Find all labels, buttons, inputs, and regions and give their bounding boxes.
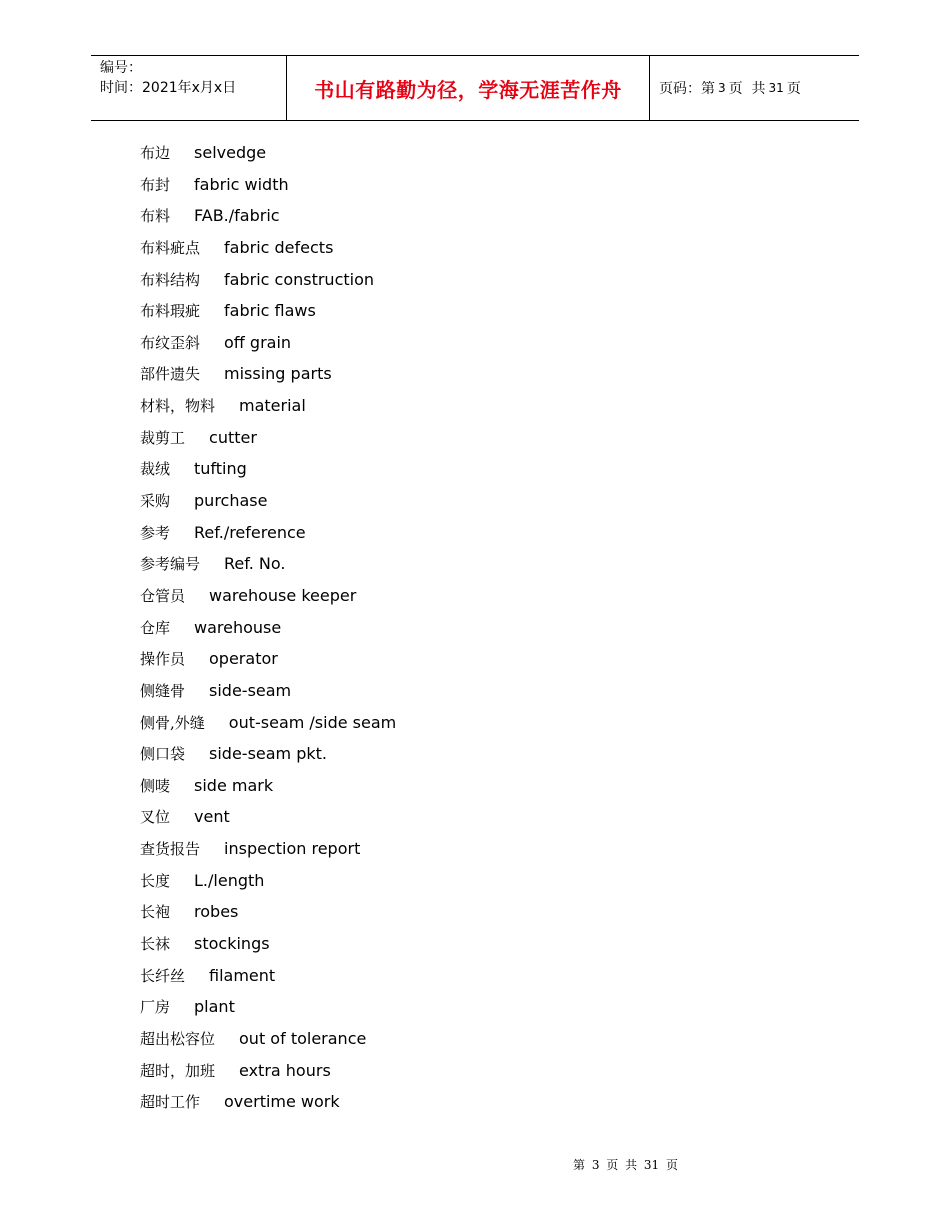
entry-english-term: missing parts bbox=[224, 364, 332, 384]
entry-chinese-term: 仓管员 bbox=[140, 586, 186, 605]
entry-chinese-term: 布料疵点 bbox=[140, 238, 201, 257]
document-header bbox=[91, 55, 859, 121]
entry-chinese-term: 侧唛 bbox=[140, 776, 171, 795]
glossary-entry bbox=[140, 865, 396, 897]
entry-chinese-term: 侧口袋 bbox=[140, 745, 186, 764]
entry-english-term: FAB./fabric bbox=[194, 206, 280, 226]
glossary-entry bbox=[140, 738, 396, 770]
glossary-entry bbox=[140, 517, 396, 549]
glossary-entry bbox=[140, 264, 396, 296]
glossary-entry bbox=[140, 928, 396, 960]
glossary-entry bbox=[140, 1055, 396, 1087]
glossary-entry bbox=[140, 390, 396, 422]
entry-chinese-term: 材料，物料 bbox=[140, 397, 216, 416]
page-prefix: 页码：第 bbox=[659, 81, 715, 97]
motto-text: 书山有路勤为径，学海无涯苦作舟 bbox=[314, 77, 622, 102]
glossary-entry bbox=[140, 612, 396, 644]
glossary-entry bbox=[140, 675, 396, 707]
entry-english-term: tufting bbox=[194, 459, 247, 479]
page-suffix: 页 bbox=[786, 81, 801, 97]
glossary-entry bbox=[140, 295, 396, 327]
entry-english-term: purchase bbox=[194, 491, 268, 511]
glossary-entry bbox=[140, 422, 396, 454]
entry-english-term: fabric defects bbox=[224, 237, 334, 257]
entry-english-term: plant bbox=[194, 997, 235, 1017]
entry-english-term: out of tolerance bbox=[239, 1028, 367, 1048]
entry-chinese-term: 操作员 bbox=[140, 650, 186, 669]
entry-chinese-term: 仓库 bbox=[140, 618, 171, 637]
entry-english-term: warehouse keeper bbox=[209, 585, 357, 605]
entry-english-term: inspection report bbox=[224, 839, 361, 859]
entry-chinese-term: 查货报告 bbox=[140, 840, 201, 859]
glossary-entry bbox=[140, 485, 396, 517]
page-mid: 页 共 bbox=[728, 81, 766, 97]
entry-english-term: L./length bbox=[194, 870, 265, 890]
header-page-cell bbox=[650, 56, 859, 120]
header-motto-cell bbox=[287, 56, 650, 120]
entry-english-term: cutter bbox=[209, 427, 257, 447]
entry-chinese-term: 侧骨,外缝 bbox=[140, 713, 205, 732]
entry-english-term: operator bbox=[209, 649, 278, 669]
entry-english-term: robes bbox=[194, 902, 239, 922]
glossary-entry bbox=[140, 200, 396, 232]
entry-english-term: selvedge bbox=[194, 143, 267, 162]
glossary-entry bbox=[140, 548, 396, 580]
entry-chinese-term: 布纹歪斜 bbox=[140, 333, 201, 352]
page-total: 31 bbox=[768, 81, 784, 95]
glossary-entry bbox=[140, 643, 396, 675]
entry-chinese-term: 长纤丝 bbox=[140, 966, 186, 985]
entry-english-term: side mark bbox=[194, 775, 274, 795]
header-meta-cell bbox=[91, 56, 287, 120]
glossary-entry bbox=[140, 991, 396, 1023]
entry-chinese-term: 侧缝骨 bbox=[140, 681, 186, 700]
entry-english-term: fabric width bbox=[194, 174, 289, 194]
entry-chinese-term: 超时工作 bbox=[140, 1093, 201, 1112]
entry-chinese-term: 部件遗失 bbox=[140, 365, 201, 384]
entry-chinese-term: 参考编号 bbox=[140, 555, 201, 574]
entry-chinese-term: 布料结构 bbox=[140, 270, 201, 289]
entry-chinese-term: 布料 bbox=[140, 207, 171, 226]
entry-chinese-term: 长袍 bbox=[140, 903, 171, 922]
glossary-entry bbox=[140, 580, 396, 612]
entry-english-term: warehouse bbox=[194, 617, 282, 637]
entry-chinese-term: 布料瑕疵 bbox=[140, 302, 201, 321]
entry-chinese-term: 超出松容位 bbox=[140, 1029, 216, 1048]
entry-chinese-term: 厂房 bbox=[140, 998, 171, 1017]
entry-english-term: out-seam /side seam bbox=[228, 712, 397, 732]
entry-chinese-term: 采购 bbox=[140, 492, 171, 511]
entry-english-term: vent bbox=[194, 807, 230, 827]
entry-chinese-term: 裁剪工 bbox=[140, 428, 186, 447]
entry-english-term: overtime work bbox=[224, 1092, 340, 1112]
time-label: 时间：2021年x月x日 bbox=[100, 80, 237, 96]
page-footer: 第 3 页 共 31 页 bbox=[573, 1158, 678, 1172]
glossary-entry bbox=[140, 801, 396, 833]
entry-english-term: extra hours bbox=[239, 1060, 331, 1080]
entry-english-term: Ref./reference bbox=[194, 522, 306, 542]
entry-chinese-term: 叉位 bbox=[140, 808, 171, 827]
glossary-list bbox=[140, 137, 396, 1118]
glossary-entry bbox=[140, 358, 396, 390]
glossary-entry bbox=[140, 453, 396, 485]
entry-english-term: side-seam pkt. bbox=[209, 744, 328, 764]
entry-chinese-term: 布边 bbox=[140, 144, 171, 162]
glossary-entry bbox=[140, 232, 396, 264]
entry-chinese-term: 布封 bbox=[140, 175, 171, 194]
glossary-entry bbox=[140, 833, 396, 865]
entry-english-term: stockings bbox=[194, 934, 270, 954]
glossary-entry bbox=[140, 1086, 396, 1118]
entry-chinese-term: 超时，加班 bbox=[140, 1061, 216, 1080]
entry-english-term: side-seam bbox=[209, 680, 292, 700]
entry-chinese-term: 参考 bbox=[140, 523, 171, 542]
entry-english-term: Ref. No. bbox=[224, 554, 286, 574]
entry-english-term: fabric construction bbox=[224, 269, 375, 289]
glossary-entry bbox=[140, 169, 396, 201]
entry-english-term: filament bbox=[209, 965, 276, 985]
glossary-entry bbox=[140, 770, 396, 802]
glossary-entry bbox=[140, 896, 396, 928]
code-label: 编号： bbox=[100, 60, 142, 76]
entry-chinese-term: 裁绒 bbox=[140, 460, 171, 479]
page-current: 3 bbox=[718, 81, 726, 95]
entry-english-term: material bbox=[239, 396, 306, 416]
glossary-entry bbox=[140, 137, 396, 169]
entry-english-term: fabric flaws bbox=[224, 301, 316, 321]
entry-english-term: off grain bbox=[224, 332, 292, 352]
entry-chinese-term: 长度 bbox=[140, 871, 171, 890]
entry-chinese-term: 长袜 bbox=[140, 935, 171, 954]
glossary-entry bbox=[140, 1023, 396, 1055]
glossary-entry bbox=[140, 707, 396, 739]
glossary-entry bbox=[140, 327, 396, 359]
glossary-entry bbox=[140, 960, 396, 992]
